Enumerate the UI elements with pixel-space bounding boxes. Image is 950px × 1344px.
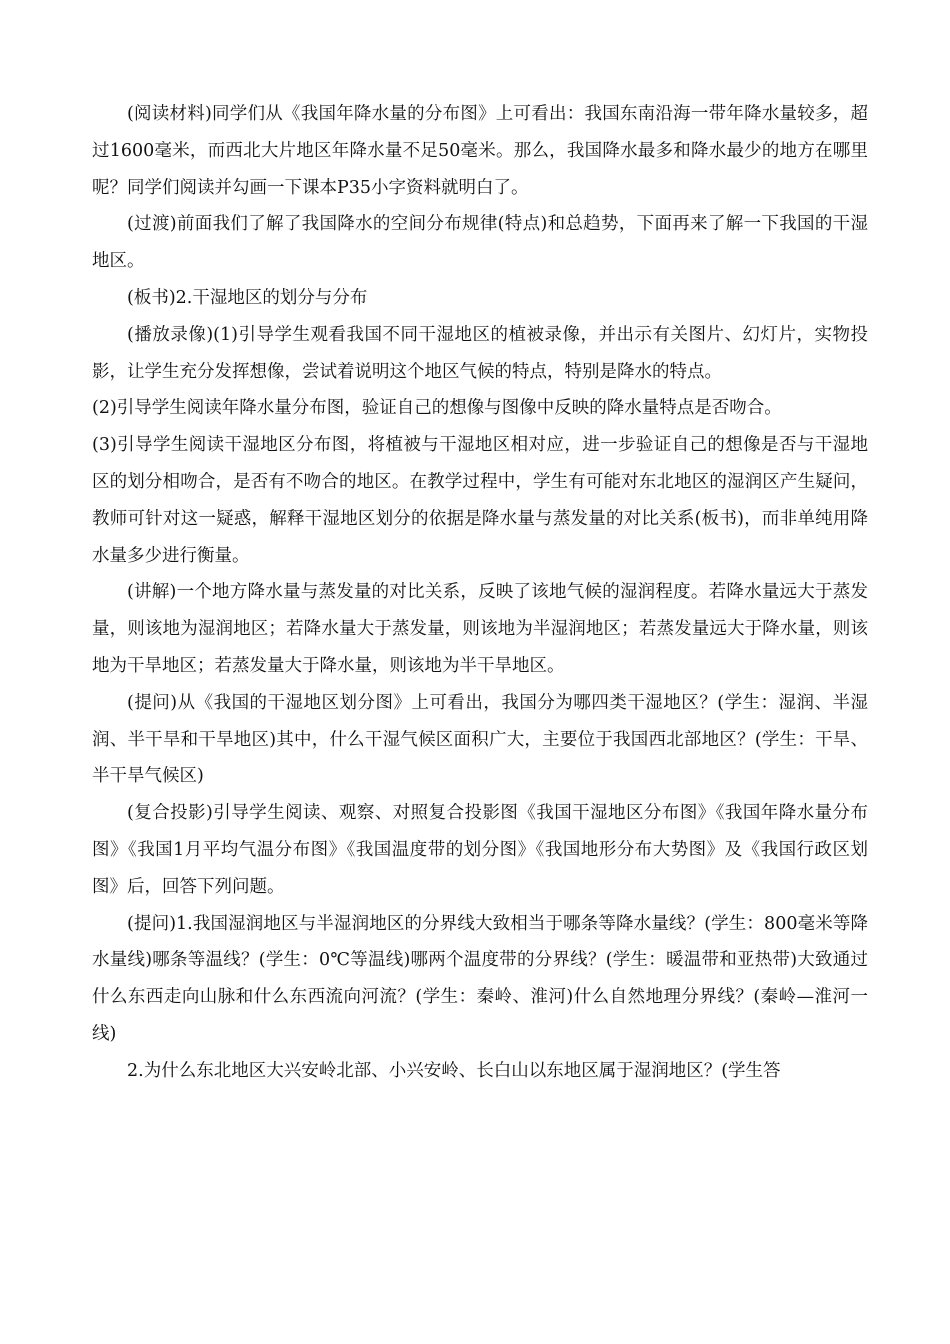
paragraph-question-2: 2.为什么东北地区大兴安岭北部、小兴安岭、长白山以东地区属于湿润地区？(学生答 xyxy=(127,1060,781,1081)
paragraph-step-2: (2)引导学生阅读年降水量分布图，验证自己的想像与图像中反映的降水量特点是否吻合。 xyxy=(92,398,782,419)
paragraph-step-3: (3)引导学生阅读干湿地区分布图，将植被与干湿地区相对应，进一步验证自己的想像是否与干湿地区的划分相吻合，是否有不吻合的地区。在教学过程中，学生有可能对东北地区的湿润区产生疑问，教师可针对这一疑惑，解释干湿地区划分的依据是降水量与蒸发量的对比关系(板书)，而非单纯用降水量多少进行衡量。 xyxy=(92,435,868,566)
paragraph-composite-projection: (复合投影)引导学生阅读、观察、对照复合投影图《我国干湿地区分布图》《我国年降水量分布图》《我国1月平均气温分布图》《我国温度带的划分图》《我国地形分布大势图》及《我国行政区划图》后，回答下列问题。 xyxy=(92,803,868,897)
paragraph-explanation: (讲解)一个地方降水量与蒸发量的对比关系，反映了该地气候的湿润程度。若降水量远大于蒸发量，则该地为湿润地区；若降水量大于蒸发量，则该地为半湿润地区；若蒸发量远大于降水量，则该地为干旱地区；若蒸发量大于降水量，则该地为半干旱地区。 xyxy=(92,582,868,676)
paragraph-reading-material: (阅读材料)同学们从《我国年降水量的分布图》上可看出：我国东南沿海一带年降水量较多，超过1600毫米，而西北大片地区年降水量不足50毫米。那么，我国降水最多和降水最少的地方在哪里呢？同学们阅读并勾画一下课本P35小字资料就明白了。 xyxy=(92,104,868,198)
paragraph-question-1: (提问)1.我国湿润地区与半湿润地区的分界线大致相当于哪条等降水量线？(学生：800毫米等降水量线)哪条等温线？(学生：0℃等温线)哪两个温度带的分界线？(学生：暖温带和亚热带)大致通过什么东西走向山脉和什么东西流向河流？(学生：秦岭、淮河)什么自然地理分界线？(秦岭—淮河一线) xyxy=(92,913,868,1044)
paragraph-video: (播放录像)(1)引导学生观看我国不同干湿地区的植被录像，并出示有关图片、幻灯片，实物投影，让学生充分发挥想像，尝试着说明这个地区气候的特点，特别是降水的特点。 xyxy=(92,324,868,382)
document-page xyxy=(92,96,868,1090)
paragraph-board-heading: (板书)2.干湿地区的划分与分布 xyxy=(127,287,368,308)
paragraph-transition: (过渡)前面我们了解了我国降水的空间分布规律(特点)和总趋势，下面再来了解一下我国的干湿地区。 xyxy=(92,214,868,272)
paragraph-question-regions: (提问)从《我国的干湿地区划分图》上可看出，我国分为哪四类干湿地区？(学生：湿润、半湿润、半干旱和干旱地区)其中，什么干湿气候区面积广大，主要位于我国西北部地区？(学生：干旱、半干旱气候区) xyxy=(92,692,868,787)
